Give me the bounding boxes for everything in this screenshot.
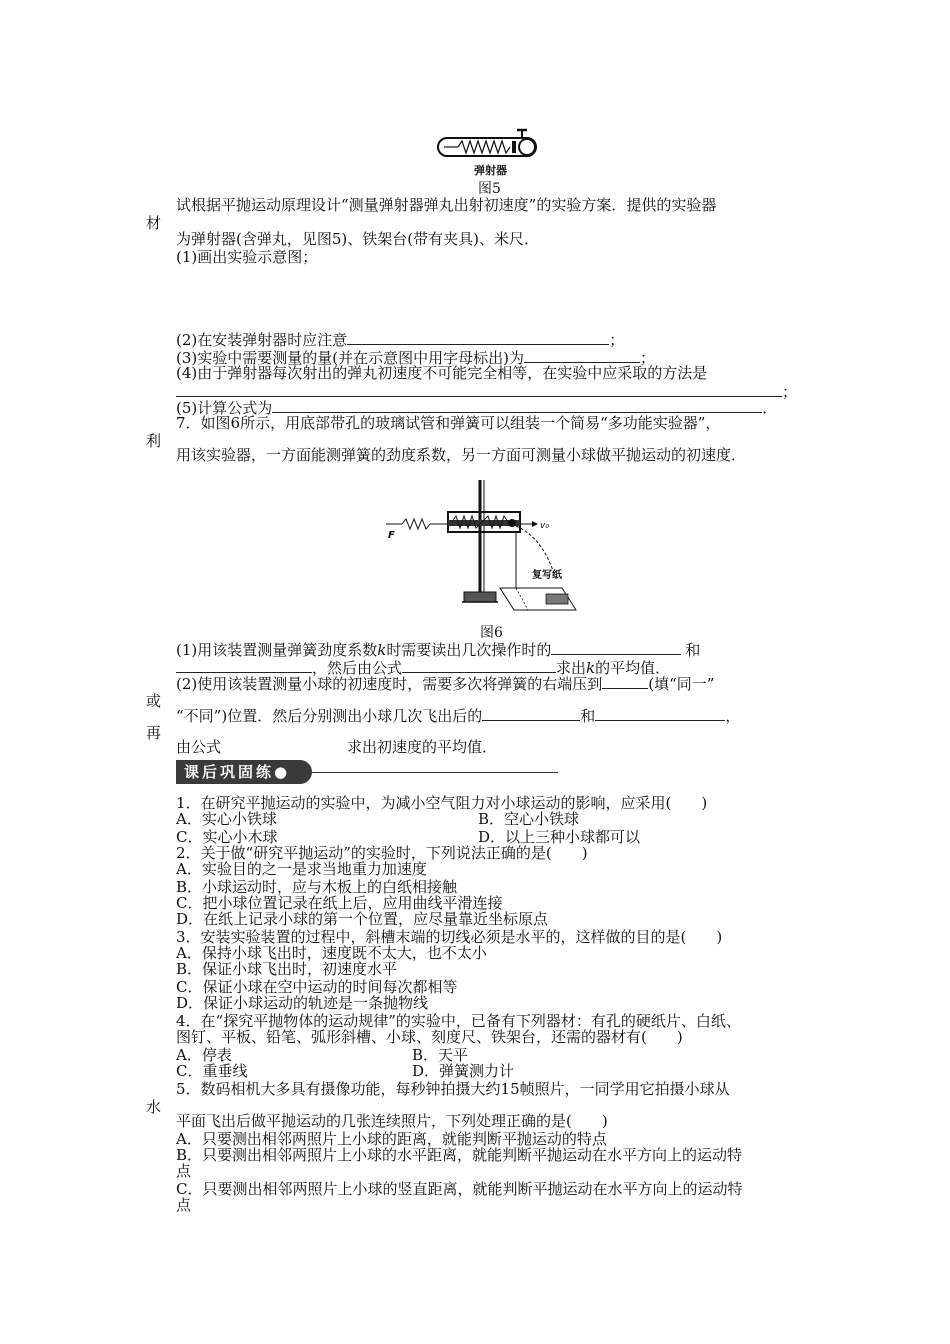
answer-blank[interactable] — [272, 398, 762, 413]
q6-part-5-end: ． — [762, 399, 778, 417]
q6-part-4-end: ； — [782, 383, 798, 401]
q7-sub-2-text-e: 求出初速度的平均值． — [347, 738, 498, 756]
q7-sub-1-text-e: 的平均值． — [595, 659, 671, 677]
q7-sub-1-line-1 — [176, 640, 700, 659]
q6-part-2-end: ； — [609, 331, 625, 349]
q7-sub-1-text-b: 时需要读出几次操作时的 — [386, 641, 552, 659]
fig5-device-label: 弹射器 — [474, 164, 507, 177]
answer-blank[interactable] — [602, 674, 648, 689]
q7-sub-2-line-2 — [176, 706, 740, 725]
margin-char-1: 材 — [146, 214, 162, 232]
q7-sub-2-text: (2)使用该装置测量小球的初速度时，需要多次将弹簧的右端压到 — [176, 675, 603, 693]
answer-blank[interactable] — [482, 706, 580, 721]
ex5-option-c-line-1: C．只要测出相邻两照片上小球的竖直距离，就能判断平抛运动在水平方向上的运动特 — [176, 1180, 743, 1198]
fig6-label-F: F — [388, 530, 395, 541]
q7-sub-1-text-c: ，然后由公式 — [312, 659, 403, 677]
ex5-option-a: A．只要测出相邻两照片上小球的距离，就能判断平抛运动的特点 — [176, 1130, 607, 1148]
ex2-question: 2．关于做“研究平抛运动”的实验时，下列说法正确的是( ) — [176, 844, 588, 862]
answer-blank[interactable] — [595, 706, 725, 721]
ex2-option-c: C．把小球位置记录在纸上后，应用曲线平滑连接 — [176, 894, 503, 912]
ex3-option-c: C．保证小球在空中运动的时间每次都相等 — [176, 978, 458, 996]
q6-part-4-text: (4)由于弹射器每次射出的弹丸初速度不可能完全相等，在实验中应采取的方法是 — [176, 364, 708, 382]
intro-line-1: 试根据平抛运动原理设计“测量弹射器弹丸出射初速度”的实验方案．提供的实验器 — [176, 196, 717, 214]
ex4-option-c: C．重垂线 — [176, 1062, 248, 1080]
intro-line-2: 为弹射器(含弹丸，见图5)、铁架台(带有夹具)、米尺． — [176, 230, 539, 248]
ex5-option-b-line-2: 点 — [176, 1162, 192, 1180]
ex4-option-b: B．天平 — [412, 1046, 469, 1064]
q6-part-3-end: ； — [639, 349, 655, 367]
margin-char-3: 或 — [146, 692, 162, 710]
fig6-caption: 图6 — [480, 625, 503, 641]
ex3-option-a: A．保持小球飞出时，速度既不太大，也不太小 — [176, 944, 487, 962]
ex2-option-b: B．小球运动时，应与木板上的白纸相接触 — [176, 878, 458, 896]
figure-5-launcher — [436, 126, 546, 178]
answer-blank[interactable] — [551, 640, 681, 655]
q6-part-4 — [176, 364, 707, 382]
q6-part-5-text: (5)计算公式为 — [176, 399, 273, 417]
section-divider — [312, 772, 558, 773]
ex1-option-d: D．以上三种小球都可以 — [478, 828, 641, 846]
answer-blank[interactable] — [402, 658, 556, 673]
margin-char-4: 再 — [146, 724, 162, 742]
ex5-question-line-2: 平面飞出后做平抛运动的几张连续照片，下列处理正确的是( ) — [176, 1112, 608, 1130]
q7-line-2: 用该实验器，一方面能测弹簧的劲度系数，另一方面可测量小球做平抛运动的初速度． — [176, 446, 747, 464]
q7-sub-2-text-d: 由公式 — [176, 738, 222, 756]
q6-part-2-text: (2)在安装弹射器时应注意 — [176, 331, 348, 349]
q7-sub-2-and: 和 — [580, 707, 596, 725]
answer-blank[interactable] — [176, 382, 782, 397]
ex2-option-d: D．在纸上记录小球的第一个位置，应尽量靠近坐标原点 — [176, 910, 549, 928]
ex4-question-line-1: 4．在“探究平抛物体的运动规律”的实验中，已备有下列器材：有孔的硬纸片、白纸、 — [176, 1012, 741, 1030]
ex3-option-d: D．保证小球运动的轨迹是一条抛物线 — [176, 994, 429, 1012]
bullet-icon: ● — [274, 763, 291, 781]
fig6-label-v0: v₀ — [540, 521, 549, 531]
margin-char-2: 利 — [146, 432, 162, 450]
section-banner — [176, 760, 312, 784]
fig5-caption: 图5 — [478, 181, 501, 197]
q7-sub-2-text-b: (填“同一” — [648, 675, 715, 693]
answer-blank[interactable] — [524, 348, 640, 363]
ex3-question: 3．安装实验装置的过程中，斜槽末端的切线必须是水平的，这样做的目的是( ) — [176, 928, 723, 946]
ex1-option-c: C．实心小木球 — [176, 828, 278, 846]
q7-sub-2-line-1 — [176, 674, 714, 693]
answer-blank[interactable] — [176, 658, 312, 673]
ex4-option-d: D．弹簧测力计 — [412, 1062, 515, 1080]
ex5-question-line-1: 5．数码相机大多具有摄像功能，每秒钟拍摄大约15帧照片，一同学用它拍摄小球从 — [176, 1080, 730, 1098]
ex5-option-c-line-2: 点 — [176, 1196, 192, 1214]
k-symbol: k — [377, 641, 387, 659]
q7-sub-1-text-d: 求出 — [556, 659, 587, 677]
ex1-option-b: B．空心小铁球 — [478, 810, 580, 828]
ex5-option-b-line-1: B．只要测出相邻两照片上小球的水平距离，就能判断平抛运动在水平方向上的运动特 — [176, 1146, 743, 1164]
ex3-option-b: B．保证小球飞出时，初速度水平 — [176, 960, 398, 978]
ex4-question-line-2: 图钉、平板、铅笔、弧形斜槽、小球、刻度尺、铁架台，还需的器材有( ) — [176, 1028, 683, 1046]
answer-blank[interactable] — [347, 330, 609, 345]
q7-sub-1-and: 和 — [685, 641, 701, 659]
ex2-option-a: A．实验目的之一是求当地重力加速度 — [176, 860, 427, 878]
q6-part-1: (1)画出实验示意图； — [176, 248, 318, 266]
ex1-option-a: A．实心小铁球 — [176, 810, 277, 828]
ex1-question: 1．在研究平抛运动的实验中，为减小空气阻力对小球运动的影响，应采用( ) — [176, 794, 708, 812]
q7-sub-1-text: (1)用该装置测量弹簧劲度系数 — [176, 641, 378, 659]
k-symbol: k — [586, 659, 596, 677]
ex4-option-a: A．停表 — [176, 1046, 232, 1064]
margin-char-5: 水 — [146, 1098, 162, 1116]
q7-sub-2-end: ， — [725, 707, 741, 725]
q7-sub-2-text-c: “不同”)位置．然后分别测出小球几次飞出后的 — [176, 707, 483, 725]
q7-sub-2-line-3 — [176, 738, 497, 756]
section-title: 课后巩固练 — [184, 763, 275, 781]
fig6-label-carbon-paper: 复写纸 — [532, 570, 562, 581]
q7-line-1: 7．如图6所示，用底部带孔的玻璃试管和弹簧可以组装一个简易“多功能实验器”， — [176, 414, 721, 432]
q6-part-3-text: (3)实验中需要测量的量(并在示意图中用字母标出)为 — [176, 349, 524, 367]
figure-6-apparatus — [384, 476, 584, 622]
q6-part-2 — [176, 330, 624, 349]
